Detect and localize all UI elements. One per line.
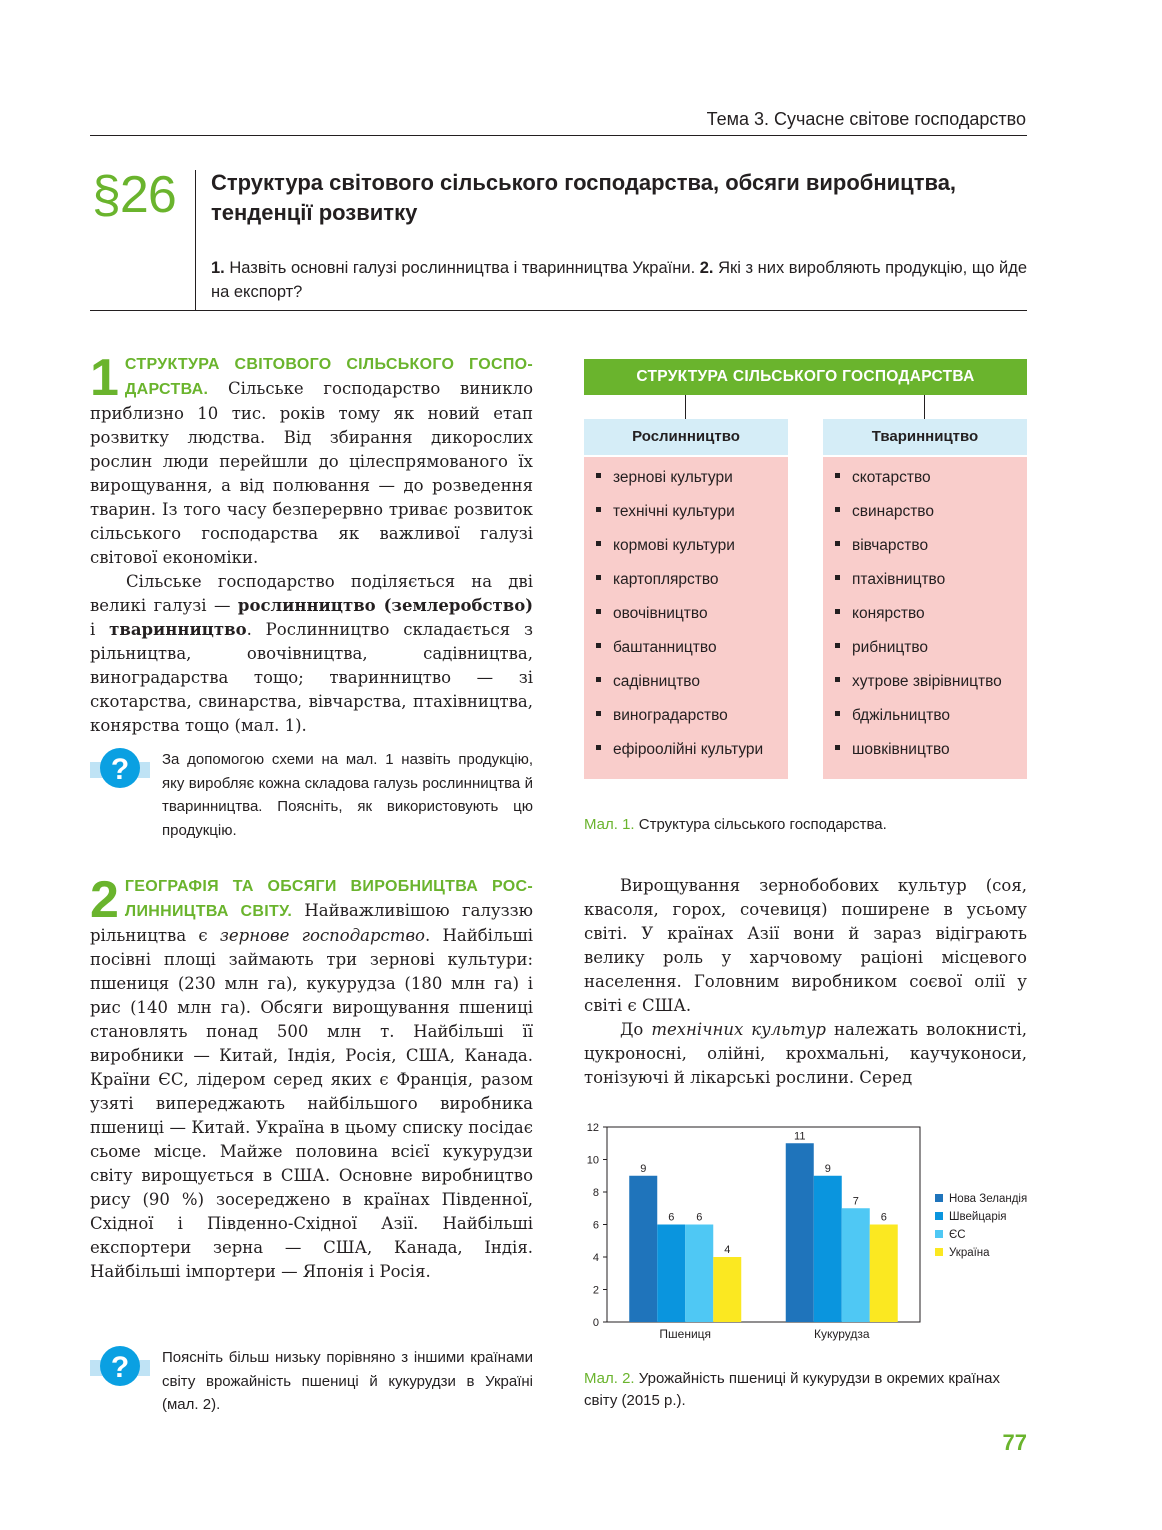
diagram-title: СТРУКТУРА СІЛЬСЬКОГО ГОСПОДАРСТВА bbox=[584, 359, 1027, 395]
bar bbox=[814, 1176, 842, 1322]
section-2-p1-c: . Найбільші посівні площі займають три зернові культури: пшениця (230 млн га), кукурудза (180 млн га) і рис (140 млн га). Обсяги вирощування пшениці становлять понад 500 млн т. Найбільші її виробники — Китай, Індія, Росія, США, Канада. Країни ЄС, лідером серед яких є Франція, разом узяті випереджають найбільшого виробника пшениці — Китай. Україна в цьому списку посідає сьоме місце. Майже половина всієї кукурудзи світу вирощується в США. Основне виробництво рису (90 %) зосереджено в країнах Південної, Східної і Південно-Східної Азії. Найбільші експортери зерна — США, Канада, Індія. Найбільші імпортери — Японія і Росія. bbox=[90, 926, 533, 1281]
section-2-number: 2 bbox=[90, 871, 119, 929]
legend-label: ЄС bbox=[949, 1229, 966, 1241]
question-box-1 bbox=[90, 748, 533, 838]
term-technical-crops: технічних культур bbox=[651, 1020, 826, 1039]
question-2-text: Які з них виробляють продукцію, що йде на експорт? bbox=[211, 259, 1028, 301]
section-1-p2-c: і bbox=[90, 620, 110, 639]
yield-bar-chart bbox=[575, 1115, 1035, 1350]
section-1-title: СТРУКТУРА СВІТОВОГО СІЛЬСЬКОГО ГОСПО-ДАРСТВА. bbox=[124, 356, 533, 398]
section-2-title: ГЕОГРАФІЯ ТА ОБСЯГИ ВИРОБНИЦТВА РОС-ЛИННИЦТВА СВІТУ. bbox=[124, 878, 533, 920]
bar bbox=[685, 1225, 713, 1323]
bar-value-label: 7 bbox=[852, 1195, 859, 1208]
legend-swatch bbox=[935, 1230, 943, 1238]
bar bbox=[842, 1208, 870, 1322]
diagram-item: технічні культури bbox=[596, 495, 735, 529]
svg-text:?: ? bbox=[110, 1351, 130, 1384]
bar-value-label: 11 bbox=[794, 1130, 806, 1143]
bar bbox=[657, 1225, 685, 1323]
diagram-item: баштанництво bbox=[596, 631, 717, 665]
title-line-1: Структура світового сільського господарства, обсяги виробництва, bbox=[211, 170, 957, 195]
diagram-item: бджільництво bbox=[835, 699, 950, 733]
technical-crops-c: належать волокнисті, цукроносні, олійні, крохмальні, каучуконоси, тонізуючі й лікарські рослини. Серед bbox=[584, 1020, 1027, 1087]
bar-value-label: 6 bbox=[696, 1211, 703, 1224]
figure-2-text: Урожайність пшениці й кукурудзи в окремих країнах світу (2015 р.). bbox=[584, 1370, 1000, 1409]
bar bbox=[713, 1257, 741, 1322]
y-tick-label: 8 bbox=[592, 1187, 599, 1199]
header-divider bbox=[195, 170, 196, 310]
y-tick-label: 2 bbox=[592, 1284, 599, 1297]
question-box-2 bbox=[90, 1346, 533, 1416]
y-tick-label: 0 bbox=[592, 1317, 599, 1329]
legend-swatch bbox=[935, 1194, 943, 1202]
bar bbox=[629, 1176, 657, 1322]
intro-questions bbox=[211, 256, 1027, 304]
figure-1-text: Структура сільського господарства. bbox=[634, 816, 887, 833]
diagram-item: шовківництво bbox=[835, 733, 950, 767]
legend-label: Швейцарія bbox=[949, 1211, 1007, 1223]
diagram-connector-left bbox=[685, 395, 686, 419]
figure-1-label: Мал. 1. bbox=[584, 816, 635, 833]
section-1 bbox=[90, 349, 534, 738]
bar bbox=[870, 1225, 898, 1323]
term-livestock: тваринництво bbox=[109, 620, 247, 639]
section-1-p2-a: Сільське господарство поділяється на дві великі галузі — bbox=[90, 572, 533, 615]
y-tick-label: 12 bbox=[586, 1122, 599, 1134]
diagram-item: конярство bbox=[835, 597, 925, 631]
paragraph-number: §26 bbox=[92, 166, 176, 224]
diagram-list-plants bbox=[584, 457, 788, 779]
y-tick-label: 10 bbox=[586, 1154, 599, 1167]
diagram-item: картоплярство bbox=[596, 563, 719, 597]
diagram-item: свинарство bbox=[835, 495, 934, 529]
diagram-header-plants: Рослинництво bbox=[584, 419, 788, 455]
category-label: Кукурудза bbox=[813, 1327, 870, 1341]
bar bbox=[786, 1143, 814, 1322]
page-title bbox=[211, 168, 1027, 228]
diagram-item: рибництво bbox=[835, 631, 928, 665]
intro-rule bbox=[90, 310, 1027, 311]
section-1-number: 1 bbox=[90, 349, 119, 407]
question-2-number: 2. bbox=[699, 259, 714, 277]
diagram-item: овочівництво bbox=[596, 597, 708, 631]
section-1-paragraph-1: Сільське господарство виникло приблизно 10 тис. років тому як новий етап розвитку людства. Від збирання дикорослих рослин люди перейшли до цілеспрямованого їх вирощування, а від полювання — до розведення тварин. Із того часу безперервно триває розвиток сільського господарства як важливої галузі світової економіки. bbox=[90, 379, 534, 567]
section-1-p2-e: . Рослинництво складається з рільництва, овочівництва, садівництва, виноградарства тощо; тваринництво — зі скотарства, свинарства, вівчарства, птахівництва, конярства тощо (мал. 1). bbox=[90, 620, 533, 735]
diagram-item: хутрове звірівництво bbox=[835, 665, 1002, 699]
figure-2-label: Мал. 2. bbox=[584, 1370, 635, 1387]
question-1-text: Назвіть основні галузі рослинництва і тваринництва України. bbox=[224, 259, 700, 277]
category-label: Пшениця bbox=[659, 1327, 712, 1341]
legend-label: Нова Зеландія bbox=[949, 1193, 1028, 1205]
y-tick-label: 4 bbox=[592, 1252, 599, 1264]
diagram-item: кормові культури bbox=[596, 529, 735, 563]
diagram-item: ефіроолійні культури bbox=[596, 733, 763, 767]
question-mark-icon bbox=[90, 1346, 150, 1386]
diagram-item: вівчарство bbox=[835, 529, 928, 563]
technical-crops-a: До bbox=[620, 1020, 652, 1039]
svg-text:?: ? bbox=[110, 753, 130, 786]
legumes-paragraph: Вирощування зернобобових культур (соя, квасоля, горох, сочевиця) поширене в усьому світі. У країнах Азії вони й зараз відіграють велику роль у харчовому раціоні місцевого населення. Головним виробником соєвої олії у світі є США. bbox=[584, 876, 1027, 1015]
legend-swatch bbox=[935, 1212, 943, 1220]
diagram-connector-right bbox=[924, 395, 925, 419]
diagram-list-animals bbox=[823, 457, 1027, 779]
question-1-number: 1. bbox=[211, 259, 225, 277]
section-2-right bbox=[584, 874, 1027, 1090]
topic-header: Тема 3. Сучасне світове господарство bbox=[706, 109, 1026, 129]
bar-value-label: 4 bbox=[724, 1244, 731, 1256]
legend-label: Україна bbox=[949, 1247, 990, 1259]
bar-value-label: 6 bbox=[668, 1211, 675, 1224]
title-line-2: тенденції розвитку bbox=[211, 200, 418, 225]
question-mark-icon bbox=[90, 748, 150, 788]
diagram-item: зернові культури bbox=[596, 461, 733, 495]
term-grain-farming: зернове господарство bbox=[219, 926, 425, 945]
header-rule bbox=[90, 135, 1027, 136]
page-number: 77 bbox=[1002, 1430, 1027, 1455]
bar-value-label: 9 bbox=[640, 1162, 647, 1175]
section-2-p1-a: Найважливішою галуззю рільництва є bbox=[90, 901, 533, 945]
question-2-body: Поясніть більш низьку порівняно з іншими країнами світу врожайність пшениці й кукурудзи в Україні (мал. 2). bbox=[162, 1349, 533, 1413]
question-1-body: За допомогою схеми на мал. 1 назвіть продукцію, яку виробляє кожна складова галузь рослинництва й тваринництва. Поясніть, як використовують цю продукцію. bbox=[162, 751, 533, 839]
diagram-item: виноградарство bbox=[596, 699, 728, 733]
bar-value-label: 9 bbox=[824, 1162, 831, 1175]
section-2 bbox=[90, 871, 533, 1284]
figure-2-caption bbox=[584, 1368, 1027, 1412]
legend-swatch bbox=[935, 1248, 943, 1256]
figure-1-caption bbox=[584, 814, 1027, 836]
diagram-header-animals: Тваринництво bbox=[823, 419, 1027, 455]
diagram-item: садівництво bbox=[596, 665, 700, 699]
diagram-item: скотарство bbox=[835, 461, 931, 495]
bar-value-label: 6 bbox=[880, 1211, 887, 1224]
y-tick-label: 6 bbox=[592, 1219, 599, 1232]
term-plant-growing: рослинництво (землеробство) bbox=[237, 596, 533, 615]
diagram-item: птахівництво bbox=[835, 563, 945, 597]
